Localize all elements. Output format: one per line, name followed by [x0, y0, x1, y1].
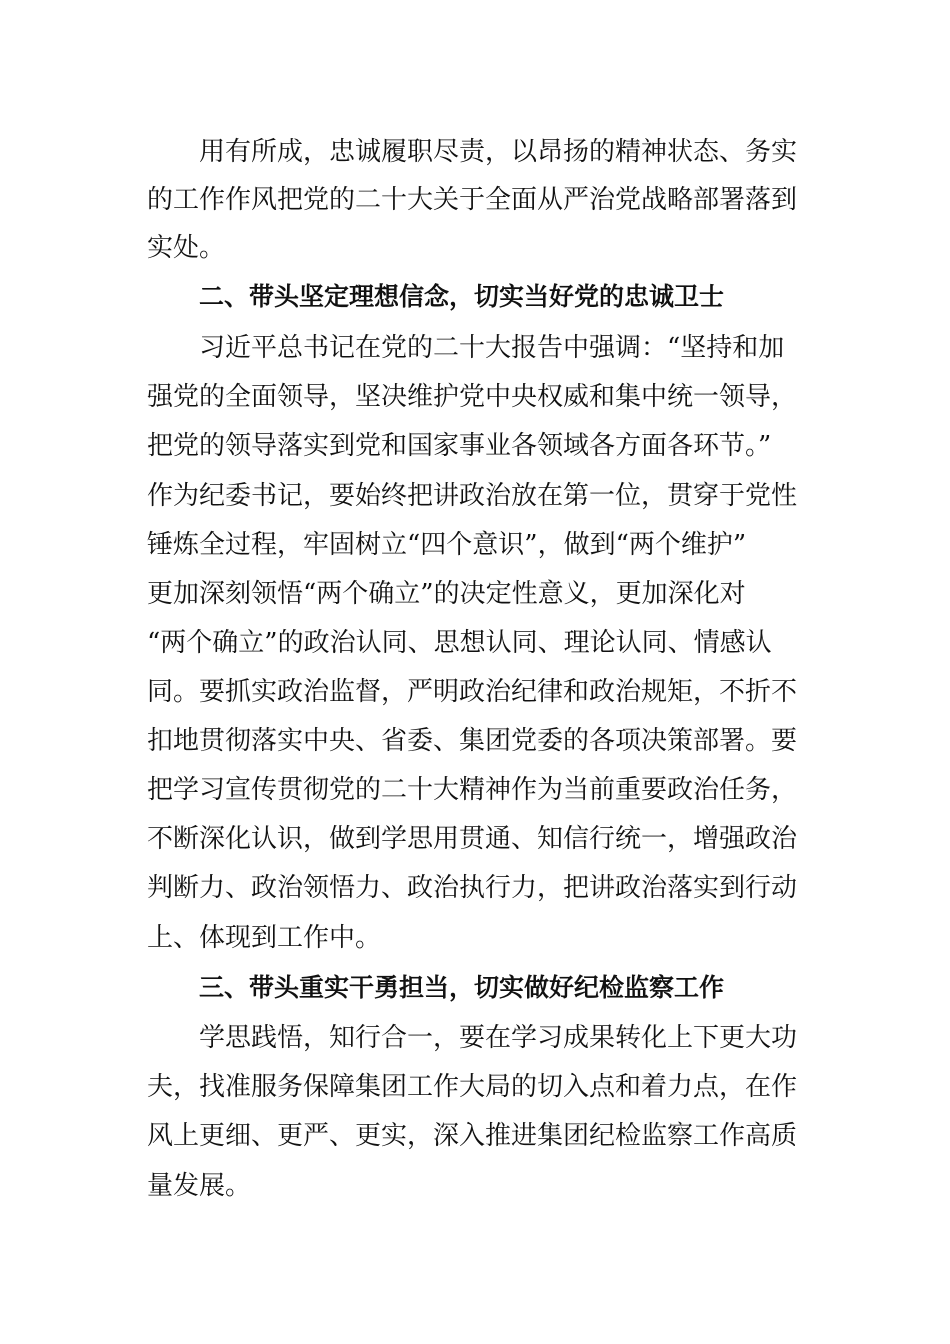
paragraph-line: 判断力、政治领悟力、政治执行力，把讲政治落实到行动: [147, 873, 798, 903]
paragraph-line: 把党的领导落实到党和国家事业各领域各方面各环节。”: [147, 431, 772, 461]
paragraph-line: 习近平总书记在党的二十大报告中强调：“坚持和加: [199, 333, 785, 363]
paragraph-line: 把学习宣传贯彻党的二十大精神作为当前重要政治任务，: [147, 775, 798, 805]
section-heading: 三、带头重实干勇担当，切实做好纪检监察工作: [199, 973, 725, 1002]
paragraph-line: 风上更细、更严、更实，深入推进集团纪检监察工作高质: [147, 1121, 798, 1151]
paragraph-line: 锤炼全过程，牢固树立“四个意识”，做到“两个维护”: [147, 530, 747, 560]
paragraph-line: 扣地贯彻落实中央、省委、集团党委的各项决策部署。要: [147, 726, 798, 756]
paragraph-line: 用有所成，忠诚履职尽责，以昂扬的精神状态、务实: [199, 137, 798, 167]
paragraph-line: 的工作作风把党的二十大关于全面从严治党战略部署落到: [147, 185, 798, 215]
paragraph-line: 量发展。: [147, 1171, 252, 1201]
paragraph-line: “两个确立”的政治认同、思想认同、理论认同、情感认: [147, 628, 772, 658]
paragraph-line: 同。要抓实政治监督，严明政治纪律和政治规矩，不折不: [147, 677, 798, 707]
paragraph-line: 强党的全面领导，坚决维护党中央权威和集中统一领导，: [147, 382, 798, 412]
paragraph-line: 作为纪委书记，要始终把讲政治放在第一位，贯穿于党性: [147, 481, 798, 511]
paragraph-line: 不断深化认识，做到学思用贯通、知信行统一，增强政治: [147, 824, 798, 854]
paragraph-line: 更加深刻领悟“两个确立”的决定性意义，更加深化对: [147, 579, 746, 609]
paragraph-line: 实处。: [147, 233, 226, 263]
section-heading: 二、带头坚定理想信念，切实当好党的忠诚卫士: [199, 282, 725, 311]
paragraph-line: 上、体现到工作中。: [147, 923, 382, 953]
paragraph-line: 学思践悟，知行合一，要在学习成果转化上下更大功: [199, 1023, 798, 1053]
paragraph-line: 夫，找准服务保障集团工作大局的切入点和着力点，在作: [147, 1072, 798, 1102]
